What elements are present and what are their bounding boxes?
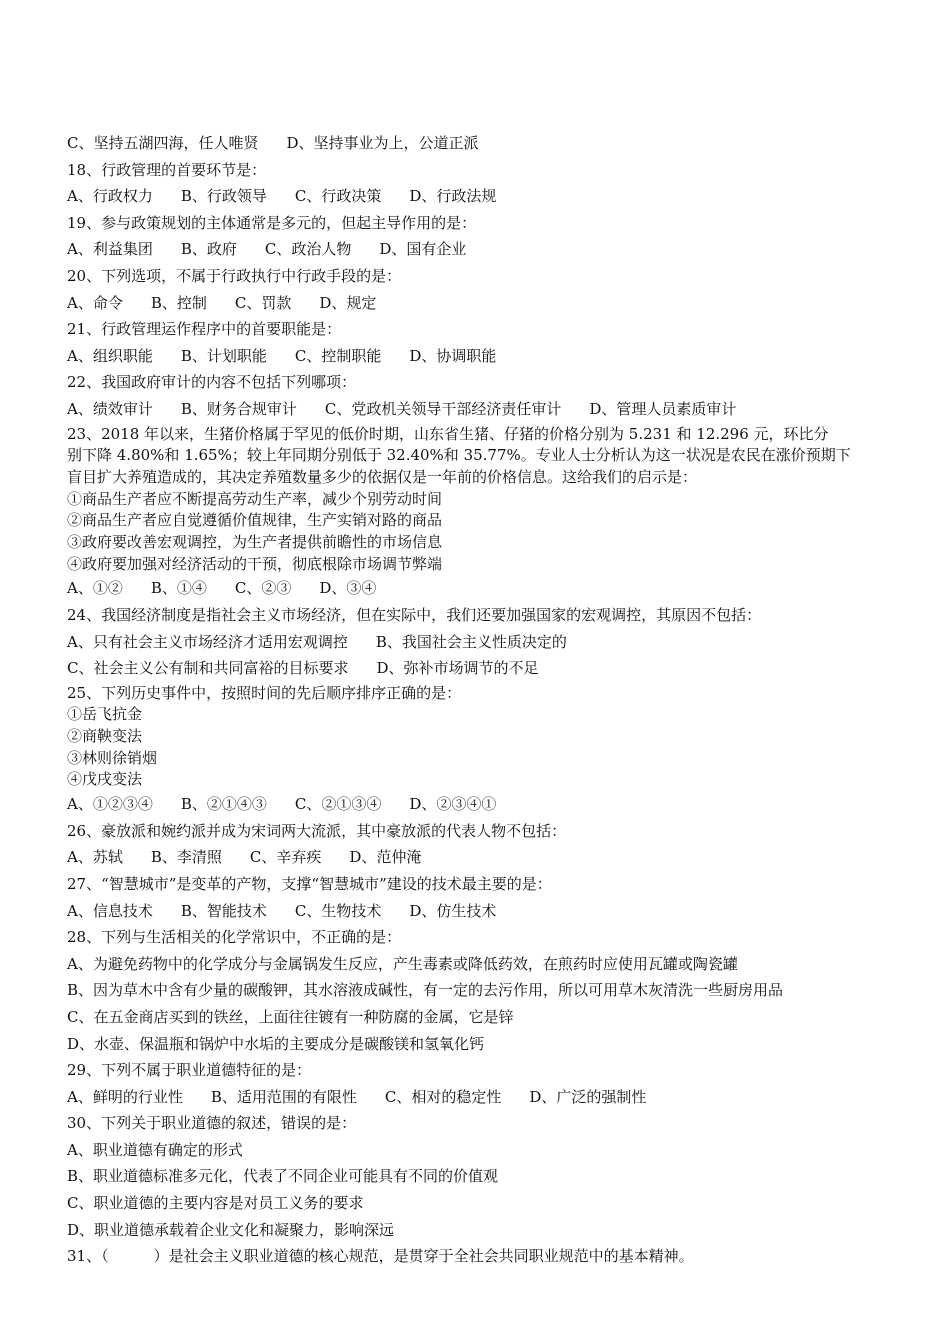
- question-text: 19、参与政策规划的主体通常是多元的，但起主导作用的是：: [67, 213, 477, 232]
- question-text: 31、（ ）是社会主义职业道德的核心规范，是贯穿于全社会共同职业规范中的基本精神。: [67, 1247, 694, 1266]
- answer-option: C、控制职能: [294, 346, 382, 365]
- question-text: 21、行政管理运作程序中的首要职能是：: [67, 320, 342, 339]
- paragraph-line: ①岳飞抗金: [67, 705, 143, 724]
- answer-option: D、规定: [319, 293, 377, 312]
- paragraph-line: ④政府要加强对经济活动的干预，彻底根除市场调节弊端: [67, 554, 443, 573]
- answer-option: A、绩效审计: [67, 399, 153, 418]
- question-text: B、因为草木中含有少量的碳酸钾，其水溶液成碱性，有一定的去污作用，所以可用草木灰清洗一些厨房用品: [67, 981, 784, 1000]
- paragraph-line: ③林则徐销烟: [67, 748, 158, 767]
- answer-option: B、控制: [150, 293, 207, 312]
- answer-option: B、计划职能: [180, 346, 267, 365]
- answer-option: A、利益集团: [67, 240, 153, 259]
- answer-option: D、国有企业: [379, 240, 467, 259]
- question-text: B、职业道德标准多元化，代表了不同企业可能具有不同的价值观: [67, 1167, 499, 1186]
- paragraph-line: ③政府要改善宏观调控，为生产者提供前瞻性的市场信息: [67, 532, 443, 551]
- paragraph-line: 别下降 4.80%和 1.65%；较上年同期分别低于 32.40%和 35.77%。专业人士分析认为这一状况是农民在涨价预期下: [67, 446, 851, 465]
- answer-option: D、行政法规: [409, 187, 497, 206]
- paragraph-line: ②商品生产者应自觉遵循价值规律，生产实销对路的商品: [67, 511, 443, 530]
- answer-option: A、命令: [67, 293, 123, 312]
- paragraph-line: 23、2018 年以来，生猪价格属于罕见的低价时期，山东省生猪、仔猪的价格分别为 5.231 和 12.296 元，环比分: [67, 424, 829, 443]
- answer-option: D、协调职能: [409, 346, 497, 365]
- options-row: [67, 290, 897, 317]
- answer-option: C、②③: [234, 579, 292, 598]
- question-text: A、为避免药物中的化学成分与金属锅发生反应，产生毒素或降低药效，在煎药时应使用瓦罐或陶瓷罐: [67, 954, 738, 973]
- answer-option: B、我国社会主义性质决定的: [375, 632, 567, 651]
- paragraph-line: 盲目扩大养殖造成的，其决定养殖数量多少的依据仅是一年前的价格信息。这给我们的启示是：: [67, 467, 698, 486]
- answer-option: D、范仲淹: [349, 848, 422, 867]
- answer-option: D、广泛的强制性: [529, 1087, 647, 1106]
- options-row: [67, 1084, 897, 1111]
- options-row: [67, 898, 897, 925]
- question-text: 26、豪放派和婉约派并成为宋词两大流派，其中豪放派的代表人物不包括：: [67, 821, 567, 840]
- options-row: [67, 575, 897, 602]
- answer-option: C、政治人物: [264, 240, 352, 259]
- options-row: [67, 629, 897, 656]
- answer-option: A、①②③④: [67, 795, 153, 814]
- answer-option: C、相对的稳定性: [384, 1087, 502, 1106]
- answer-option: D、坚持事业为上，公道正派: [286, 134, 479, 152]
- answer-option: A、苏轼: [67, 848, 123, 867]
- answer-option: B、政府: [180, 240, 237, 259]
- options-row: [67, 844, 897, 871]
- answer-option: B、②①④③: [180, 795, 267, 814]
- paragraph-line: ④戊戌变法: [67, 770, 143, 789]
- question-text: C、在五金商店买到的铁丝，上面往往镀有一种防腐的金属，它是锌: [67, 1007, 514, 1026]
- answer-option: C、罚款: [234, 293, 292, 312]
- answer-option: D、管理人员素质审计: [589, 399, 737, 418]
- answer-option: B、适用范围的有限性: [210, 1087, 357, 1106]
- paragraph-line: 25、下列历史事件中，按照时间的先后顺序排序正确的是：: [67, 683, 462, 702]
- question-text: D、职业道德承载着企业文化和凝聚力，影响深远: [67, 1220, 395, 1239]
- answer-option: A、组织职能: [67, 346, 153, 365]
- answer-option: D、③④: [319, 579, 377, 598]
- answer-option: C、辛弃疾: [249, 848, 322, 867]
- question-text: 24、我国经济制度是指社会主义市场经济，但在实际中，我们还要加强国家的宏观调控，其原因不包括：: [67, 605, 762, 624]
- answer-option: A、信息技术: [67, 901, 153, 920]
- paragraph-line: ②商鞅变法: [67, 727, 143, 746]
- question-text: 28、下列与生活相关的化学常识中，不正确的是：: [67, 928, 402, 947]
- answer-option: A、行政权力: [67, 187, 153, 206]
- answer-option: C、社会主义公有制和共同富裕的目标要求: [67, 659, 349, 678]
- answer-option: C、②①③④: [294, 795, 382, 814]
- options-row: [67, 655, 897, 682]
- options-row: [67, 396, 897, 423]
- answer-option: D、②③④①: [409, 795, 497, 814]
- answer-option: A、①②: [67, 579, 123, 598]
- document-page: [67, 130, 897, 1270]
- answer-option: C、行政决策: [294, 187, 382, 206]
- answer-option: A、鲜明的行业性: [67, 1087, 183, 1106]
- options-row: [67, 130, 897, 157]
- question-text: 22、我国政府审计的内容不包括下列哪项：: [67, 373, 357, 392]
- question-text: D、水壶、保温瓶和锅炉中水垢的主要成分是碳酸镁和氢氧化钙: [67, 1034, 485, 1053]
- options-row: [67, 343, 897, 370]
- answer-option: C、党政机关领导干部经济责任审计: [324, 399, 562, 418]
- answer-option: D、弥补市场调节的不足: [376, 659, 539, 678]
- answer-option: B、财务合规审计: [180, 399, 297, 418]
- paragraph-line: ①商品生产者应不断提高劳动生产率，减少个别劳动时间: [67, 489, 443, 508]
- options-row: [67, 791, 897, 818]
- answer-option: A、只有社会主义市场经济才适用宏观调控: [67, 632, 348, 651]
- answer-option: B、智能技术: [180, 901, 267, 920]
- options-row: [67, 183, 897, 210]
- answer-option: B、李清照: [150, 848, 222, 867]
- options-row: [67, 236, 897, 263]
- question-text: A、职业道德有确定的形式: [67, 1140, 243, 1159]
- question-text: 20、下列选项，不属于行政执行中行政手段的是：: [67, 266, 402, 285]
- question-text: 18、行政管理的首要环节是：: [67, 160, 267, 179]
- answer-option: C、生物技术: [294, 901, 382, 920]
- question-text: 30、下列关于职业道德的叙述，错误的是：: [67, 1114, 357, 1133]
- answer-option: D、仿生技术: [409, 901, 497, 920]
- question-text: 29、下列不属于职业道德特征的是：: [67, 1061, 312, 1080]
- answer-option: C、坚持五湖四海，任人唯贤: [67, 134, 259, 152]
- answer-option: B、①④: [150, 579, 207, 598]
- question-text: 27、“智慧城市”是变革的产物，支撑“智慧城市”建设的技术最主要的是：: [67, 874, 552, 893]
- answer-option: B、行政领导: [180, 187, 267, 206]
- question-text: C、职业道德的主要内容是对员工义务的要求: [67, 1194, 364, 1213]
